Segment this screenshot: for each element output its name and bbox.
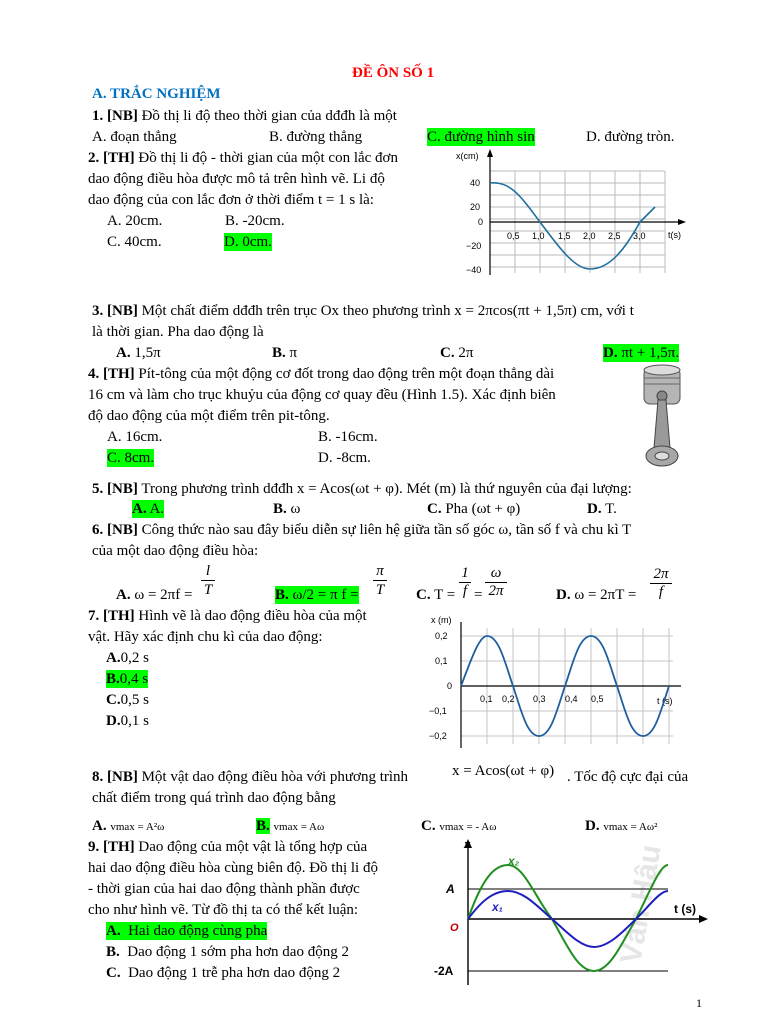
q7-graph — [425, 608, 687, 754]
q9-x-arrow — [699, 915, 708, 923]
q2-option-b[interactable]: B. -20cm. — [225, 213, 285, 229]
q8-option-c[interactable]: C. vmax = - Aω — [421, 818, 497, 834]
q2-xtick: 1,5 — [558, 231, 571, 241]
q1-option-c[interactable]: C. đường hình sin — [427, 129, 535, 145]
q9-ylabel: x — [464, 839, 471, 851]
q7-option-d[interactable]: D.0,1 s — [106, 713, 149, 729]
q4-line-3: độ dao động của một điểm trên pit-tông. — [88, 408, 330, 424]
section-heading: A. TRẮC NGHIỆM — [92, 86, 221, 102]
q6-line-2: của một dao động điều hòa: — [92, 543, 259, 559]
q9-option-a[interactable]: A. Hai dao động cùng pha — [106, 923, 268, 939]
q7-option-c[interactable]: C.0,5 s — [106, 692, 149, 708]
q6-b-fraction-bar — [373, 580, 387, 581]
q9-A-label: A — [446, 882, 455, 896]
q8-equation: x = Acos(ωt + φ) — [452, 763, 555, 779]
q3-line-2: là thời gian. Pha dao động là — [92, 324, 264, 340]
q6-d-denominator: f — [658, 584, 664, 600]
q7-xtick: 0,2 — [502, 694, 515, 704]
q2-ytick: 40 — [470, 178, 481, 188]
q6-a-denominator: T — [203, 582, 213, 598]
q3-option-c[interactable]: C. 2π — [440, 345, 474, 361]
q9-minus2A-label: -2A — [434, 964, 454, 978]
q6-option-b[interactable]: B. ω/2 = π f = — [275, 587, 359, 603]
q2-option-d[interactable]: D. 0cm. — [224, 234, 272, 250]
q1-option-b[interactable]: B. đường thẳng — [269, 129, 363, 145]
q5-option-a[interactable]: A. A. — [132, 501, 165, 517]
q9-line-2: hai dao động điều hòa cùng biên độ. Đồ thị li độ — [88, 860, 378, 876]
q2-xtick: 0,5 — [507, 231, 520, 241]
question-2: 2. [TH] Đồ thị li độ - thời gian của một con lắc đơn — [88, 150, 398, 166]
q7-xtick: 0,3 — [533, 694, 546, 704]
question-7: 7. [TH] Hình vẽ là dao động điều hòa của một — [88, 608, 367, 624]
q6-c-denominator-1: f — [462, 583, 468, 599]
q2-ytick: 20 — [470, 202, 481, 212]
q6-d-numerator: 2π — [653, 566, 669, 582]
q9-line-3: - thời gian của hai dao động thành phần được — [88, 881, 360, 897]
watermark: Văn Hậu — [614, 842, 668, 967]
q7-ylabel: x (m) — [431, 615, 452, 625]
q7-xtick: 0,5 — [591, 694, 604, 704]
q3-option-b[interactable]: B. π — [272, 345, 298, 361]
q2-option-a[interactable]: A. 20cm. — [107, 213, 163, 229]
q9-x2-label: x₂ — [508, 854, 520, 868]
q4-line-2: 16 cm và làm cho trục khuỷu của động cơ quay đều (Hình 1.5). Xác định biên — [88, 387, 556, 403]
q9-xlabel: t (s) — [674, 902, 696, 916]
q9-option-b[interactable]: B. Dao động 1 sớm pha hơn dao động 2 — [106, 944, 349, 960]
q2-option-c[interactable]: C. 40cm. — [107, 234, 162, 250]
q7-xtick: 0,1 — [480, 694, 493, 704]
q5-option-d[interactable]: D. T. — [587, 501, 617, 517]
connecting-rod — [654, 400, 670, 448]
q7-line-2: vật. Hãy xác định chu kì của dao động: — [88, 629, 323, 645]
q9-line-4: cho như hình vẽ. Từ đồ thị ta có thể kết luận: — [88, 902, 359, 918]
q7-ytick: 0,1 — [435, 656, 448, 666]
q2-line-3: dao động của con lắc đơn ở thời điểm t = 1 s là: — [88, 192, 374, 208]
q2-ytick: 0 — [478, 217, 484, 227]
q8-line-2: chất điểm trong quá trình dao động bằng — [92, 790, 336, 806]
q2-ylabel: x(cm) — [456, 151, 479, 161]
q8-line-1-end: . Tốc độ cực đại của — [567, 769, 689, 785]
q5-option-b[interactable]: B. ω — [273, 501, 301, 517]
q8-option-a[interactable]: A. vmax = A²ω — [92, 818, 165, 834]
question-9: 9. [TH] Dao động của một vật là tổng hợp của — [88, 839, 368, 855]
q2-ytick: −20 — [466, 241, 482, 251]
q2-xtick: 1,0 — [532, 231, 545, 241]
q5-option-c[interactable]: C. Pha (ωt + φ) — [427, 501, 521, 517]
q7-option-b[interactable]: B.0,4 s — [106, 671, 149, 687]
q9-option-c[interactable]: C. Dao động 1 trễ pha hơn dao động 2 — [106, 965, 341, 981]
q2-xtick: 2,5 — [608, 231, 621, 241]
q4-option-c[interactable]: C. 8cm. — [107, 450, 155, 466]
q6-a-numerator: l — [205, 563, 211, 579]
q2-xtick: 3,0 — [633, 231, 646, 241]
q2-xlabel: t(s) — [668, 230, 681, 240]
q2-x-arrow — [678, 219, 686, 225]
q3-option-a[interactable]: A. 1,5π — [116, 345, 161, 361]
page-number: 1 — [696, 996, 702, 1010]
q1-option-d[interactable]: D. đường tròn. — [586, 129, 675, 145]
q8-option-b[interactable]: B. vmax = Aω — [256, 818, 325, 834]
q6-option-d[interactable]: D. ω = 2πT = — [556, 587, 637, 603]
q9-graph — [428, 835, 712, 991]
piston-illustration — [640, 362, 688, 474]
question-3: 3. [NB] Một chất điểm dđđh trên trục Ox theo phương trình x = 2πcos(πt + 1,5π) cm, với t — [92, 303, 634, 319]
q2-ytick: −40 — [466, 265, 482, 275]
q7-option-a[interactable]: A.0,2 s — [106, 650, 149, 666]
q2-y-arrow — [487, 149, 493, 157]
q2-graph — [450, 145, 690, 285]
page-title: ĐỀ ÔN SỐ 1 — [352, 65, 435, 81]
q6-c-numerator-1: 1 — [461, 565, 469, 581]
q3-option-d[interactable]: D. πt + 1,5π. — [603, 345, 680, 361]
q6-c-equals: = — [474, 587, 483, 603]
q6-option-c[interactable]: C. T = — [416, 587, 456, 603]
q7-ytick: −0,2 — [429, 731, 447, 741]
q7-xlabel: t (s) — [657, 696, 673, 706]
q9-x1-label: x₁ — [492, 900, 503, 914]
q6-c-denominator-2: 2π — [488, 583, 504, 599]
q6-option-a[interactable]: A. ω = 2πf = — [116, 587, 193, 603]
question-8: 8. [NB] Một vật dao động điều hòa với phương trình — [92, 769, 409, 785]
q6-a-fraction-bar — [201, 580, 215, 581]
q7-ytick: 0 — [447, 681, 453, 691]
q8-option-d[interactable]: D. vmax = Aω² — [585, 818, 658, 834]
q9-origin-label: O — [450, 922, 459, 934]
q6-b-denominator: T — [375, 582, 385, 598]
q6-c-numerator-2: ω — [490, 565, 502, 581]
question-4: 4. [TH] Pít-tông của một động cơ đốt trong dao động trên một đoạn thẳng dài — [88, 366, 555, 382]
q7-xtick: 0,4 — [565, 694, 578, 704]
q2-line-2: dao động điều hòa được mô tả trên hình vẽ. Li độ — [88, 171, 385, 187]
q4-option-a[interactable]: A. 16cm. — [107, 429, 163, 445]
q2-xtick: 2,0 — [583, 231, 596, 241]
question-6: 6. [NB] Công thức nào sau đây biểu diễn sự liên hệ giữa tần số góc ω, tần số f và chu kì T — [92, 522, 632, 538]
q4-option-d[interactable]: D. -8cm. — [318, 450, 371, 466]
q7-ytick: −0,1 — [429, 706, 447, 716]
question-1: 1. [NB] Đồ thị li độ theo thời gian của dđđh là một — [92, 108, 397, 124]
q1-option-a[interactable]: A. đoạn thẳng — [92, 129, 177, 145]
q6-b-numerator: π — [376, 563, 384, 579]
q7-ytick: 0,2 — [435, 631, 448, 641]
question-5: 5. [NB] Trong phương trình dđđh x = Acos(ωt + φ). Mét (m) là thứ nguyên của đại lượng: — [92, 481, 632, 497]
q4-option-b[interactable]: B. -16cm. — [318, 429, 378, 445]
